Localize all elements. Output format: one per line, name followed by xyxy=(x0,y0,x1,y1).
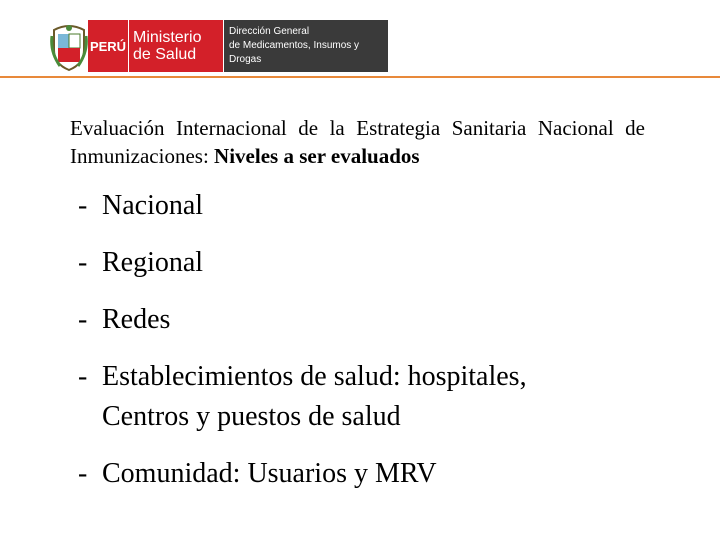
logo-direction-line2: de Medicamentos, Insumos y Drogas xyxy=(229,40,360,65)
coat-of-arms-icon xyxy=(50,22,88,72)
list-item-label: Comunidad: Usuarios y MRV xyxy=(102,458,437,489)
logo-ministry-line1: Ministerio xyxy=(133,29,202,46)
header-divider xyxy=(0,76,720,78)
list-item-label: Nacional xyxy=(102,190,204,221)
list-item xyxy=(78,186,678,226)
logo-country: PERÚ xyxy=(88,20,128,72)
list-bullet: - xyxy=(78,247,88,278)
logo-direction-line1: Dirección General xyxy=(229,26,310,37)
list-item-label: Redes xyxy=(102,304,171,335)
header xyxy=(0,0,720,80)
ministry-logo xyxy=(88,20,388,72)
list-item-label: Establecimientos de salud: hospitales, Centros y puestos de salud xyxy=(102,361,527,432)
list-item-label: Regional xyxy=(102,247,204,278)
list-bullet: - xyxy=(78,190,88,221)
logo-ministry xyxy=(128,20,223,72)
intro-text: Evaluación Internacional de la Estrategia Sanitaria Nacional de Inmunizaciones: xyxy=(70,116,645,168)
list-bullet: - xyxy=(78,361,88,392)
logo-direction xyxy=(223,20,388,72)
logo-ministry-line2: de Salud xyxy=(133,46,197,63)
list-item xyxy=(78,357,678,437)
intro-bold-text: Niveles a ser evaluados xyxy=(214,144,420,168)
list-bullet: - xyxy=(78,458,88,489)
list-item xyxy=(78,454,678,494)
list-item xyxy=(78,300,678,340)
list-item xyxy=(78,243,678,283)
list-bullet: - xyxy=(78,304,88,335)
intro-paragraph xyxy=(70,114,645,170)
levels-list xyxy=(78,186,678,511)
